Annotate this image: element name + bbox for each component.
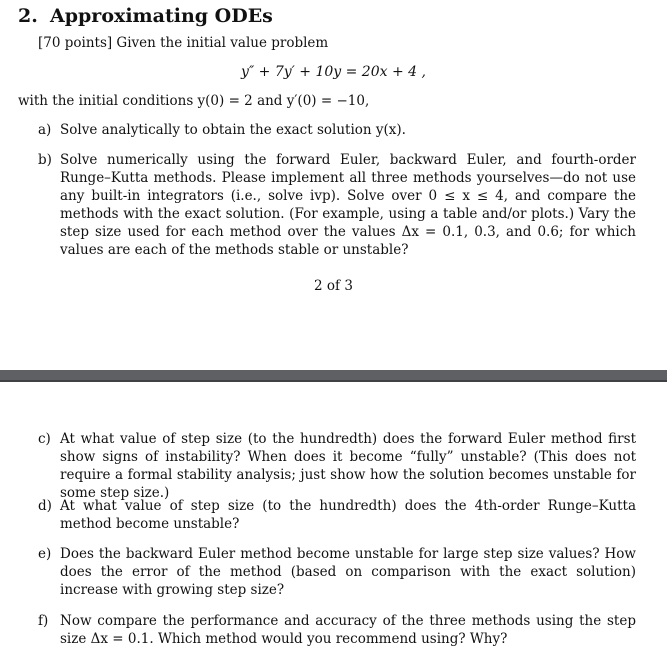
item-a-label: a) <box>38 122 52 138</box>
page-divider <box>0 370 667 382</box>
item-f <box>38 612 636 648</box>
ode-equation: y″ + 7y′ + 10y = 20x + 4 , <box>241 64 426 80</box>
item-c <box>38 430 636 502</box>
item-e-label: e) <box>38 546 52 562</box>
initial-conditions: with the initial conditions y(0) = 2 and y′(0) = −10, <box>18 93 370 109</box>
item-f-text: Now compare the performance and accuracy of the three methods using the step size Δx = 0.1. Which method would you recommend using? Why? <box>60 613 636 647</box>
item-e-text: Does the backward Euler method become unstable for large step size values? How does the error of the method (based on comparison with the exact solution) increase with growing step size? <box>60 546 636 598</box>
page-number: 2 of 3 <box>314 278 353 294</box>
item-c-text: At what value of step size (to the hundredth) does the forward Euler method first show signs of instability? When does it become “fully” unstable? (This does not require a formal stability analysis; just show how the solution becomes unstable for some step size.) <box>60 431 636 501</box>
item-d-label: d) <box>38 498 52 514</box>
item-f-label: f) <box>38 613 49 629</box>
item-a <box>38 121 636 139</box>
item-c-label: c) <box>38 431 51 447</box>
item-d-text: At what value of step size (to the hundredth) does the 4th-order Runge–Kutta method become unstable? <box>60 498 636 532</box>
item-d <box>38 497 636 533</box>
section-heading <box>18 5 273 27</box>
item-e <box>38 545 636 599</box>
intro-text: [70 points] Given the initial value problem <box>38 35 329 51</box>
item-b-text: Solve numerically using the forward Euler, backward Euler, and fourth-order Runge–Kutta methods. Please implement all three methods yourselves—do not use any built-in integrators (i.e., solve ivp). Solve over 0 ≤ x ≤ 4, and compare the methods with the exact solution. (For example, using a table and/or plots.) Vary the step size used for each method over the values Δx = 0.1, 0.3, and 0.6; for which values are each of the methods stable or unstable? <box>60 152 636 258</box>
section-number: 2. <box>18 5 38 27</box>
item-b <box>38 151 636 259</box>
item-b-label: b) <box>38 152 52 168</box>
item-a-text: Solve analytically to obtain the exact solution y(x). <box>60 122 406 138</box>
section-title: Approximating ODEs <box>50 5 273 27</box>
